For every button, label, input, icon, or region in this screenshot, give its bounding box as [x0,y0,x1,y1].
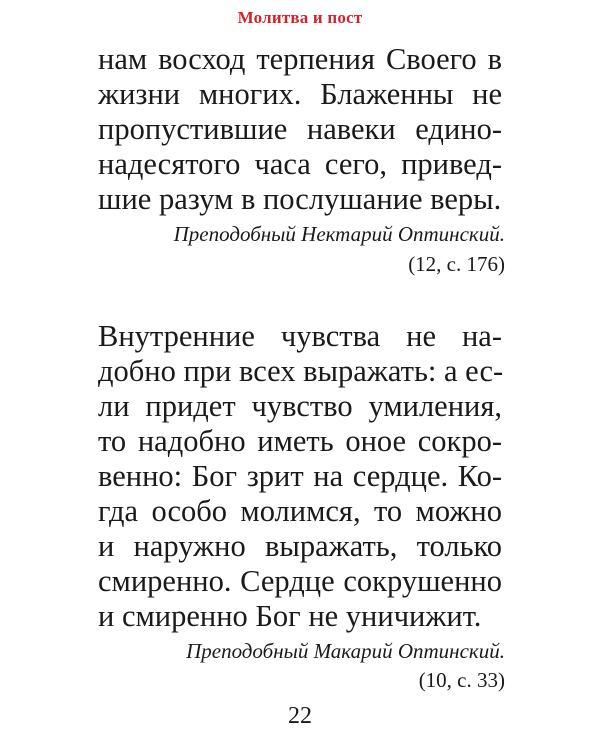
running-head: Молитва и пост [237,8,363,27]
body-text-line: надесятого часа сего, привед- [98,147,502,181]
quote-author: Преподобный Макарий Оптинский. [186,639,505,663]
body-text-line: шие разум в послушание веры. [98,182,502,216]
body-text-line: Внутренние чувства не на- [98,319,502,353]
body-text-line: то надобно иметь оное сокро- [98,424,502,458]
body-text-line: нам восход терпения Своего в [98,42,502,76]
body-text-line: пропустившие навеки едино- [98,112,502,146]
body-text-line: жизни многих. Блаженны не [98,77,502,111]
body-text-line: и смиренно Бог не уничижит. [98,599,482,633]
body-text-line: ли придет чувство умиления, [98,389,502,423]
body-text-line: гда особо молимся, то можно [98,494,502,528]
body-text-line: добно при всех выражать: а ес- [98,354,504,388]
quote-source-reference: (10, с. 33) [418,668,505,692]
body-text-line: и наружно выражать, только [98,529,502,563]
body-text-line: венно: Бог зрит на сердце. Ко- [98,459,502,493]
body-text-line: смиренно. Сердце сокрушенно [98,564,502,598]
page-number: 22 [288,703,312,729]
quote-author: Преподобный Нектарий Оптинский. [173,222,505,246]
quote-source-reference: (12, с. 176) [408,252,505,276]
